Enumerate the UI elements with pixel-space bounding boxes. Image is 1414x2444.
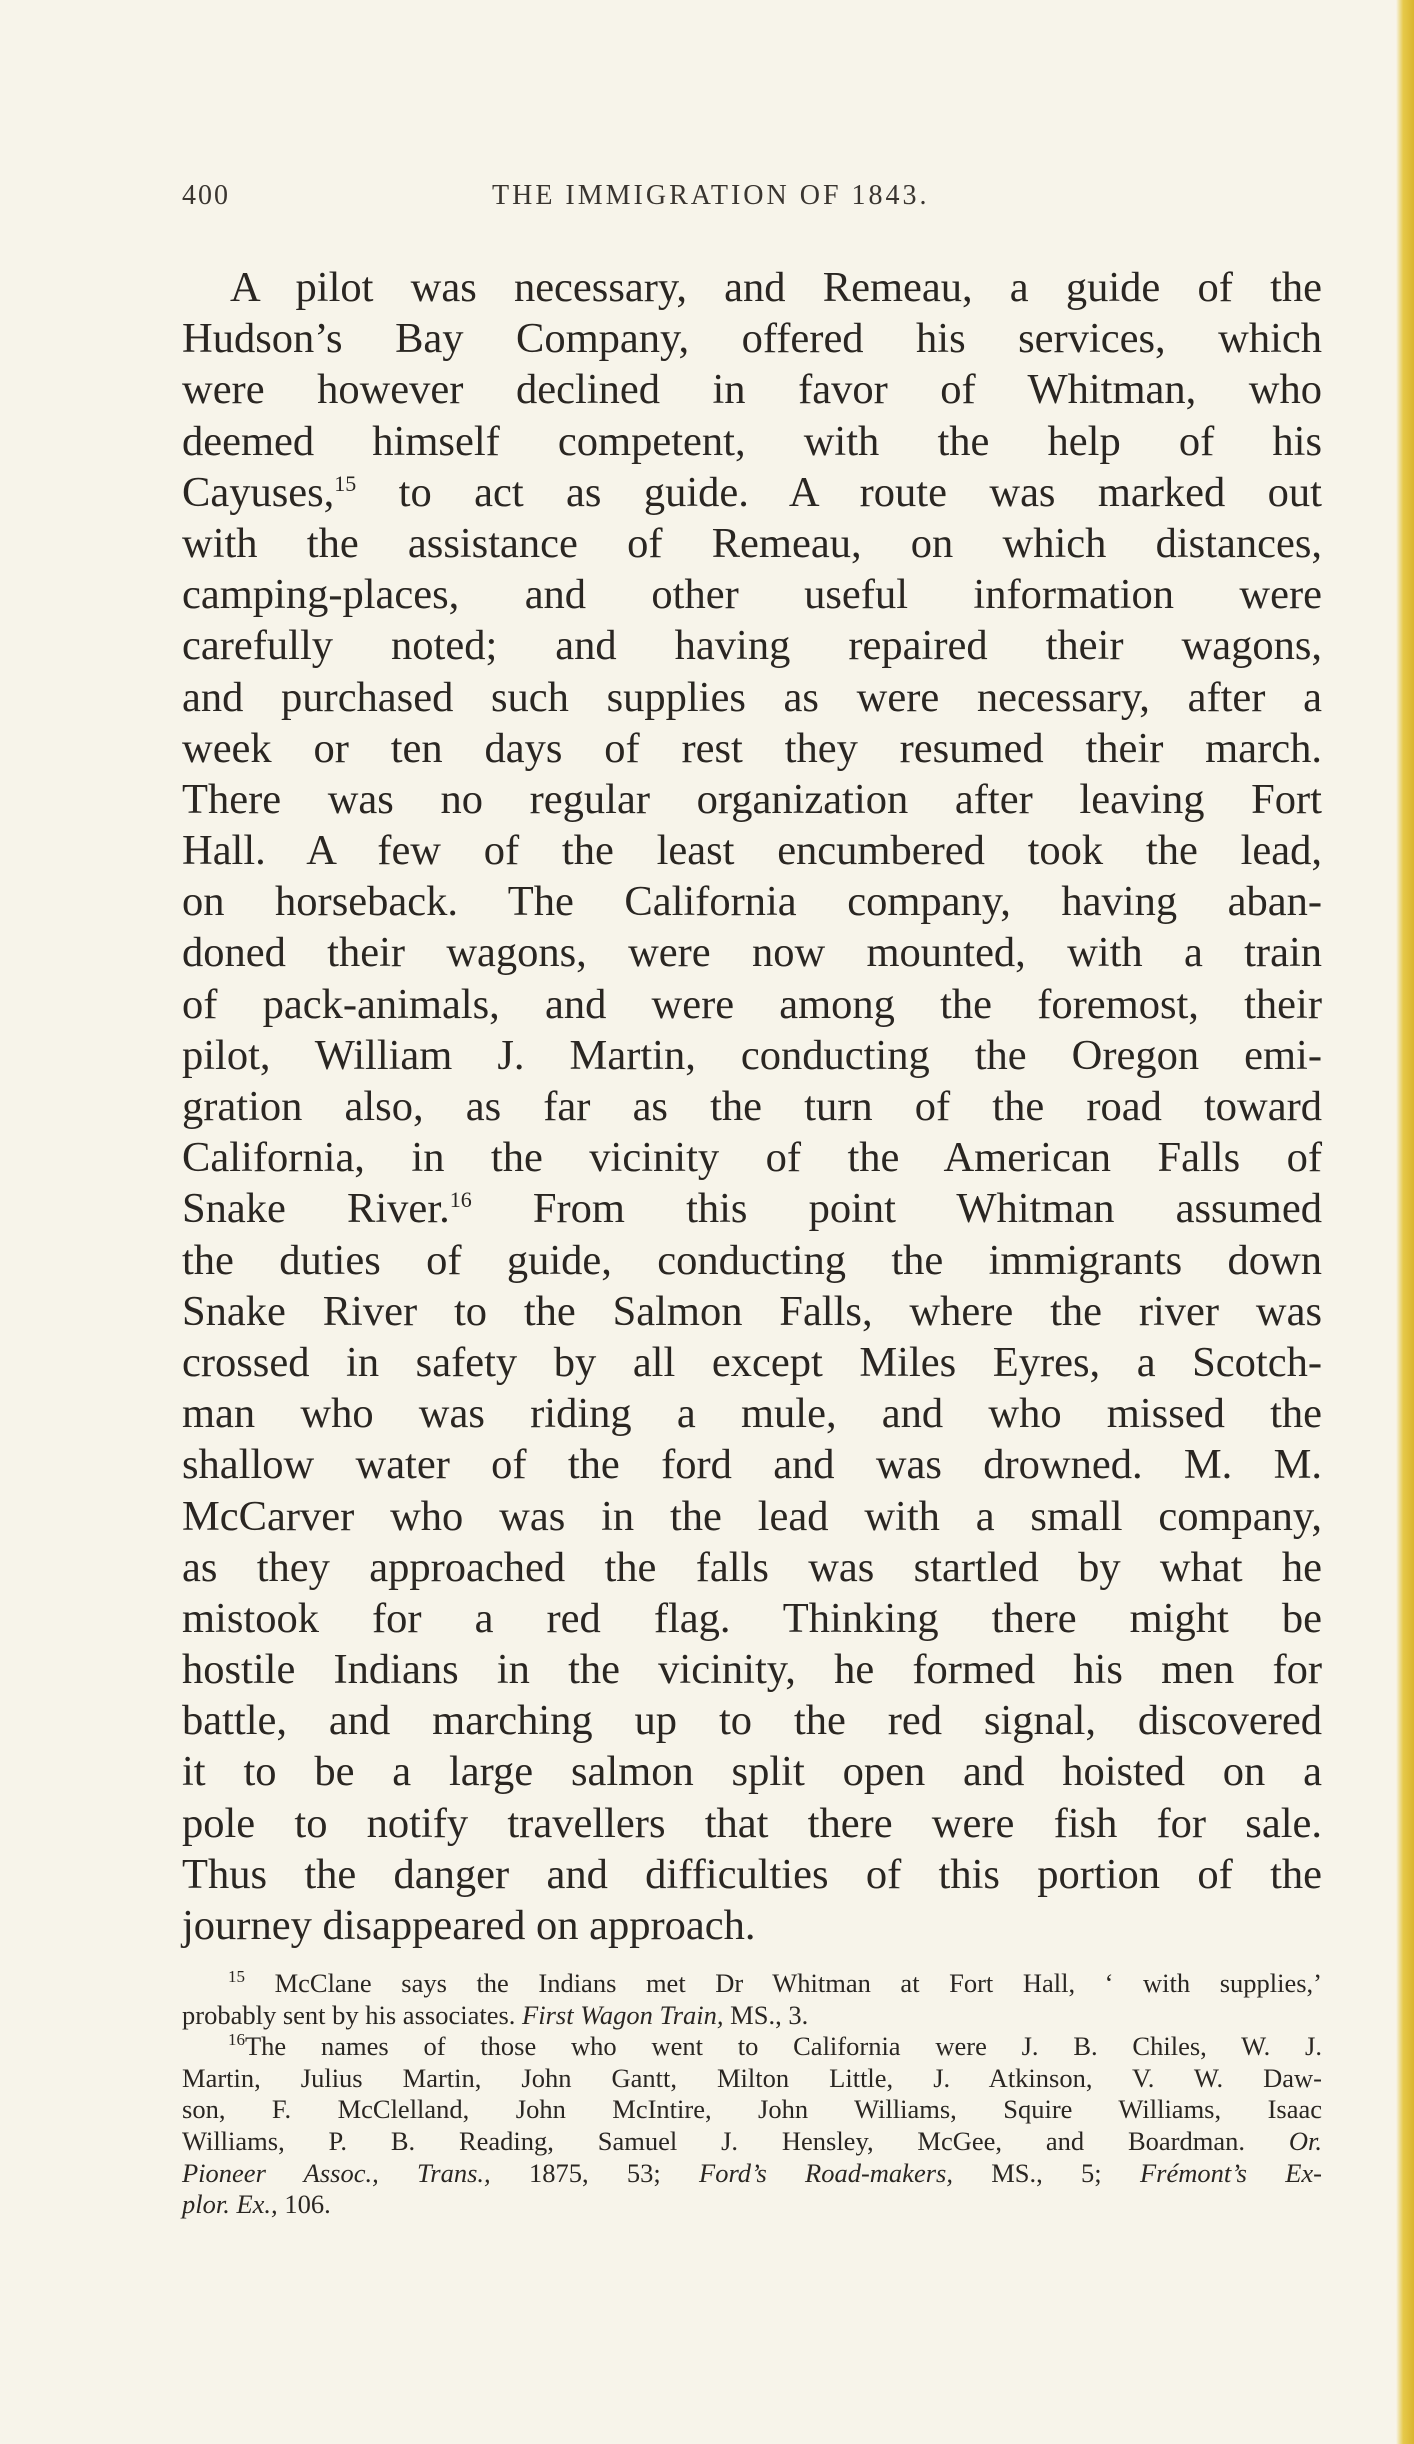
footnote-16-line — [182, 2158, 1322, 2190]
text-line: gration also, as far as the turn of the road toward — [182, 1083, 1322, 1130]
text-line: man who was riding a mule, and who missed the — [182, 1390, 1322, 1438]
text-line: doned their wagons, were now mounted, with a train — [182, 929, 1322, 977]
text-line: Snake River to the Salmon Falls, where the river was — [182, 1287, 1322, 1335]
footnote-citation-title: Or. — [1288, 2125, 1322, 2156]
footnote-16-line — [182, 2189, 1322, 2221]
text-line: A pilot was necessary, and Remeau, a guide of the — [230, 264, 1322, 311]
body-text — [182, 262, 1322, 1951]
footnote-text: MS., 3. — [730, 1999, 809, 2030]
text-line: and purchased such supplies as were necessary, after a — [182, 673, 1322, 721]
text-line: battle, and marching up to the red signal, discovered — [182, 1697, 1322, 1745]
text-line: mistook for a red flag. Thinking there might be — [182, 1594, 1322, 1642]
text-fragment: Cayuses, — [182, 468, 335, 516]
footnote-citation-title: First Wagon Train, — [522, 1999, 724, 2030]
footnote-citation-title: plor. Ex., — [182, 2189, 278, 2220]
text-line: were however declined in favor of Whitman, who — [182, 366, 1322, 414]
footnote-16-line: Martin, Julius Martin, John Gantt, Milton Little, J. Atkinson, V. W. Daw- — [182, 2062, 1322, 2093]
text-line: with the assistance of Remeau, on which distances, — [182, 519, 1322, 567]
footnote-citation-title: Ford’s Road-makers, — [699, 2157, 953, 2188]
footnote-ref-16[interactable]: 16 — [449, 1187, 472, 1213]
footnote-citation-title: Frémont’s Ex- — [1139, 2157, 1323, 2188]
text-line: deemed himself competent, with the help of his — [182, 417, 1322, 465]
text-fragment: to act as guide. A route was marked out — [356, 468, 1322, 516]
text-line: camping-places, and other useful information were — [182, 571, 1322, 619]
text-line: pole to notify travellers that there were fish for sale. — [182, 1799, 1322, 1847]
footnote-16 — [182, 2031, 1322, 2063]
footnote-16-line: son, F. McClelland, John McIntire, John Williams, Squire Williams, Isaac — [182, 2094, 1322, 2125]
footnote-citation-title: Pioneer Assoc., Trans., — [182, 2157, 491, 2188]
footnote-text: 106. — [284, 2189, 331, 2220]
text-line: as they approached the falls was startled by what he — [182, 1543, 1322, 1591]
text-line — [182, 467, 1322, 518]
text-line: There was no regular organization after leaving Fort — [182, 775, 1322, 823]
footnote-ref-15[interactable]: 15 — [334, 470, 357, 496]
text-line: California, in the vicinity of the American Falls of — [182, 1134, 1322, 1182]
text-line: Thus the danger and difficulties of this portion of the — [182, 1850, 1322, 1898]
footnote-15 — [182, 1968, 1322, 2000]
footnote-text: probably sent by his associates. — [182, 1999, 516, 2030]
text-fragment: From this point Whitman assumed — [471, 1185, 1322, 1233]
running-head — [182, 180, 1322, 220]
text-line: crossed in safety by all except Miles Eyres, a Scotch- — [182, 1338, 1322, 1386]
page-number: 400 — [182, 180, 230, 211]
footnote-number: 16 — [228, 2030, 245, 2050]
text-line: on horseback. The California company, having aban- — [182, 878, 1322, 926]
footnotes — [182, 1968, 1322, 2221]
text-line: journey disappeared on approach. — [182, 1902, 756, 1949]
footnote-text: MS., 5; — [991, 2157, 1102, 2188]
text-line: week or ten days of rest they resumed their march. — [182, 724, 1322, 772]
text-line: Hudson’s Bay Company, offered his services, which — [182, 315, 1322, 363]
footnote-15-line — [182, 2000, 1322, 2032]
running-title: THE IMMIGRATION OF 1843. — [492, 180, 930, 211]
footnote-text: McClane says the Indians met Dr Whitman at Fort Hall, ‘ with supplies,’ — [274, 1968, 1323, 1998]
footnote-text: The names of those who went to California were J. B. Chiles, W. J. — [245, 2031, 1322, 2062]
text-line: pilot, William J. Martin, conducting the Oregon emi- — [182, 1031, 1322, 1079]
footnote-text: 1875, 53; — [528, 2157, 661, 2188]
text-line: the duties of guide, conducting the immigrants down — [182, 1236, 1322, 1284]
footnote-16-line — [182, 2126, 1322, 2158]
text-line: it to be a large salmon split open and hoisted on a — [182, 1748, 1322, 1796]
text-line: hostile Indians in the vicinity, he formed his men for — [182, 1646, 1322, 1694]
text-line: McCarver who was in the lead with a small company, — [182, 1492, 1322, 1540]
text-fragment: Snake River. — [182, 1185, 450, 1233]
text-line: carefully noted; and having repaired their wagons, — [182, 622, 1322, 670]
text-line: Hall. A few of the least encumbered took the lead, — [182, 827, 1322, 875]
text-line — [182, 1183, 1322, 1234]
footnote-text: Williams, P. B. Reading, Samuel J. Hensley, McGee, and Boardman. — [182, 2125, 1246, 2156]
text-line: of pack-animals, and were among the foremost, their — [182, 980, 1322, 1028]
footnote-number: 15 — [228, 1967, 245, 1987]
text-line: shallow water of the ford and was drowned. M. M. — [182, 1441, 1322, 1489]
page-edge — [1396, 0, 1414, 2444]
